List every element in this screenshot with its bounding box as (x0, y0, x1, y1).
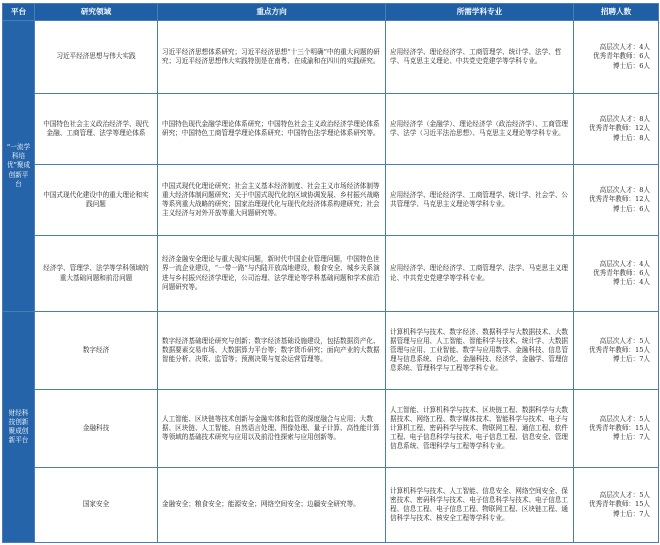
major-cell: 应用经济学、理论经济学、工商管理学、法学、马克思主义理论、中共党史党建学等学科专业。 (386, 236, 574, 312)
quota-senior: 高层次人才：5人 (599, 414, 650, 423)
table-row (3, 94, 659, 165)
direction-cell: 中国式现代化理论研究；社会主义基本经济制度、社会主义市场经济体制等重大经济体制问题研究；关于中国式现代化的区域协调发展、乡村振兴战略等系列重大战略的研究；国家治理现代化与现代化经济体系构建研究；社会主义经济与对外开放等重大问题研究等。 (158, 165, 386, 236)
quota-postdoc: 博士后：8人 (612, 133, 650, 142)
header-major: 所需学科专业 (386, 4, 574, 21)
quota-cell (574, 312, 659, 390)
major-cell: 计算机科学与技术、数字经济、数据科学与大数据技术、大数据管理与应用、人工智能、智能科学与技术、统计学、大数据管理与应用、工业智能、数学与应用数学、金融科技、信息管理与信息系统、自动化、金融科技、经济学、金融学、管理信息系统、管理科学与工程等学科专业。 (386, 312, 574, 390)
major-cell: 人工智能、计算机科学与技术、区块链工程、数据科学与大数据技术、网络工程、数字媒体技术、智能科学与技术、电子与计算机工程、密码科学与技术、物联网工程、通信工程、软件工程、电子信息科学与技术、电子信息工程、信息安全、管理信息系统、管理科学与工程等学科专业。 (386, 390, 574, 468)
header-field: 研究领域 (35, 4, 158, 21)
quota-senior: 高层次人才：8人 (599, 186, 650, 195)
major-cell: 计算机科学与技术、人工智能、信息安全、网络空间安全、保密技术、密码科学与技术、电子信息科学与技术、电子信息工程、信息工程、电子信息工程、物联网工程、区块链工程、通信科学与技术、核安全工程等学科专业。 (386, 468, 574, 543)
quota-young: 优秀青年教师：15人 (588, 423, 650, 432)
quota-cell (574, 94, 659, 165)
table-row (3, 21, 659, 94)
direction-cell: 金融安全；粮食安全；能源安全；网络空间安全；边疆安全研究等。 (158, 468, 386, 543)
quota-cell (574, 468, 659, 543)
quota-young: 优秀青年教师：6人 (593, 268, 650, 277)
quota-postdoc: 博士后：6人 (612, 204, 650, 213)
major-cell: 应用经济学、理论经济学、工商管理学、统计学、法学、哲学、马克思主义理论、中共党史党建学等学科专业。 (386, 21, 574, 94)
quota-cell (574, 21, 659, 94)
header-platform: 平台 (3, 4, 35, 21)
direction-cell: 中国特色现代金融学理论体系研究；中国特色社会主义政治经济学理论体系研究；中国特色工商管理学理论体系研究；中国特色法学理论体系研究等。 (158, 94, 386, 165)
quota-postdoc: 博士后：4人 (612, 278, 650, 287)
direction-cell: 经济金融安全理论与重大现实问题，新时代中国企业管理问题，中国特色世界一流企业建设，“一带一路”与内陆开放高地建设，粮食安全、城乡关系演进与乡村振兴经济学理论，公司治理、法学理论等学科基础问题和学术前沿问题研究等。 (158, 236, 386, 312)
table-row (3, 165, 659, 236)
recruitment-table (2, 3, 659, 543)
quota-senior: 高层次人才：4人 (599, 43, 650, 52)
quota-senior: 高层次人才：8人 (599, 115, 650, 124)
major-cell: 应用经济学（金融学）、理论经济学（政治经济学）、工商管理学、法学（习近平法治思想）、马克思主义理论等学科专业。 (386, 94, 574, 165)
direction-cell: 数字经济基础理论研究与创新；数字经济基础设施建设，包括数据资产化、数据要素交易市场、大数据算力平台等；数字货币研究；面向产业的大数据智能分析、决策、监管等；预测决策与复杂运营管理等。 (158, 312, 386, 390)
quota-cell (574, 390, 659, 468)
table-row (3, 236, 659, 312)
table-row (3, 390, 659, 468)
direction-cell: 习近平经济思想体系研究；习近平经济思想“十三个明确”中的重大问题的研究；习近平经济思想伟大实践特别是在南粤、在成渝和在四川的实践研究。 (158, 21, 386, 94)
quota-postdoc: 博士后：7人 (612, 433, 650, 442)
table-row (3, 312, 659, 390)
platform-cell: 财经科技创新聚成创新平台 (3, 312, 35, 543)
quota-postdoc: 博士后：7人 (612, 509, 650, 518)
quota-senior: 高层次人才：5人 (599, 491, 650, 500)
field-cell: 经济学、管理学、法学等学科领域的重大基础问题和前沿问题 (35, 236, 158, 312)
field-cell: 数字经济 (35, 312, 158, 390)
quota-young: 优秀青年教师：12人 (588, 124, 650, 133)
direction-cell: 人工智能、区块链等技术创新与金融实体和监管的深度融合与应用；大数据、区块链、人工智能、自然语言处理、图像处理、量子计算、高性能计算等领域的基础技术研究与应用以及前沿性探索与应用创新等。 (158, 390, 386, 468)
quota-young: 优秀青年教师：6人 (593, 52, 650, 61)
quota-senior: 高层次人才：4人 (599, 259, 650, 268)
field-cell: 国家安全 (35, 468, 158, 543)
quota-cell (574, 165, 659, 236)
field-cell: 习近平经济思想与伟大实践 (35, 21, 158, 94)
quota-cell (574, 236, 659, 312)
field-cell: 金融科技 (35, 390, 158, 468)
quota-postdoc: 博士后：6人 (612, 61, 650, 70)
header-direction: 重点方向 (158, 4, 386, 21)
field-cell: 中国式现代化建设中的重大理论和实践问题 (35, 165, 158, 236)
platform-cell: “一流学科培优”聚成创新平台 (3, 21, 35, 312)
table-row (3, 468, 659, 543)
field-cell: 中国特色社会主义政治经济学、现代金融、工商管理、法学等理论体系 (35, 94, 158, 165)
quota-postdoc: 博士后：7人 (612, 355, 650, 364)
quota-young: 优秀青年教师：15人 (588, 500, 650, 509)
major-cell: 应用经济学、理论经济学、工商管理学、统计学、社会学、公共管理学、马克思主义理论等学科专业。 (386, 165, 574, 236)
quota-senior: 高层次人才：5人 (599, 336, 650, 345)
header-row (3, 4, 659, 21)
quota-young: 优秀青年教师：15人 (588, 345, 650, 354)
quota-young: 优秀青年教师：12人 (588, 195, 650, 204)
header-quota: 招聘人数 (574, 4, 659, 21)
